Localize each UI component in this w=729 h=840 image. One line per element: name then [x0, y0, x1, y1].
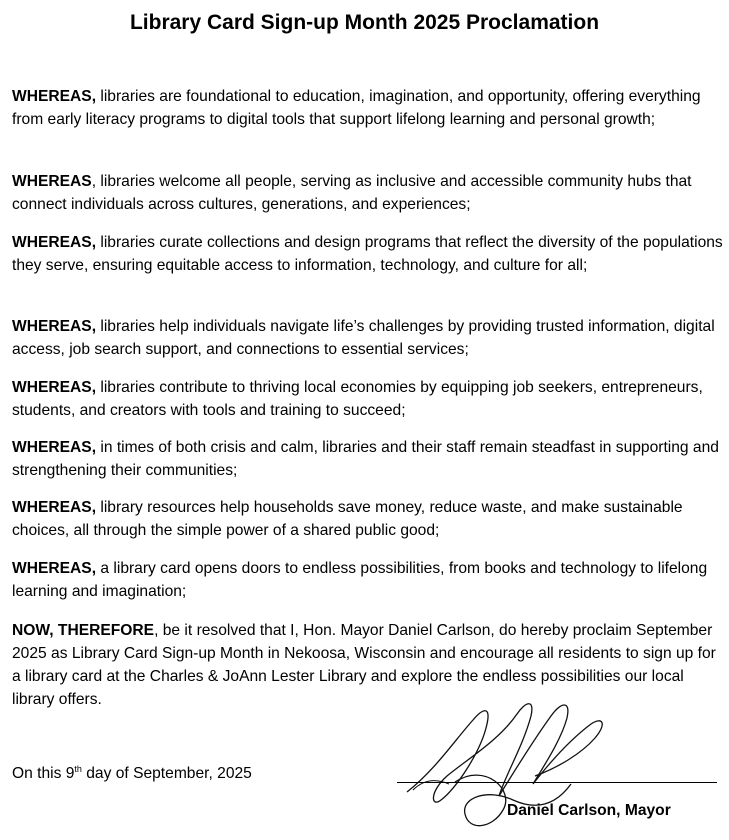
proclamation-date: On this 9th day of September, 2025	[12, 764, 252, 783]
paragraph-text: , libraries welcome all people, serving as inclusive and accessible community hubs that connect individuals across cultures, generations, and experiences;	[12, 173, 692, 213]
whereas-paragraph-4	[12, 315, 726, 361]
paragraph-text: libraries contribute to thriving local economies by equipping job seekers, entrepreneurs, students, and creators with tools and training to succeed;	[12, 379, 703, 419]
paragraph-text: , be it resolved that I, Hon. Mayor Daniel Carlson, do hereby proclaim September 2025 as Library Card Sign-up Month in Nekoosa, Wisconsin and encourage all residents to sign up for a library card at the Charles & JoAnn Lester Library and explore the endless possibilities our local library offers.	[12, 622, 716, 708]
whereas-paragraph-3	[12, 231, 726, 277]
paragraph-keyword: WHEREAS,	[12, 318, 97, 335]
whereas-paragraph-5	[12, 376, 726, 422]
signature-line	[397, 782, 717, 783]
whereas-paragraph-2	[12, 170, 726, 216]
signature-name: Daniel Carlson, Mayor	[507, 802, 671, 819]
paragraph-keyword: WHEREAS,	[12, 88, 97, 105]
paragraph-keyword: WHEREAS,	[12, 439, 97, 456]
paragraph-text: libraries curate collections and design programs that reflect the diversity of the populations they serve, ensuring equitable access to information, technology, and culture for all;	[12, 234, 723, 274]
paragraph-keyword: WHEREAS,	[12, 379, 97, 396]
whereas-paragraph-7	[12, 496, 726, 542]
paragraph-keyword: WHEREAS,	[12, 560, 97, 577]
paragraph-text: library resources help households save money, reduce waste, and make sustainable choices, all through the simple power of a shared public good;	[12, 499, 683, 539]
paragraph-text: a library card opens doors to endless possibilities, from books and technology to lifelong learning and imagination;	[12, 560, 708, 600]
paragraph-text: libraries are foundational to education, imagination, and opportunity, offering everything from early literacy programs to digital tools that support lifelong learning and personal growth;	[12, 88, 701, 128]
page-title: Library Card Sign-up Month 2025 Proclamation	[129, 11, 600, 34]
whereas-paragraph-1	[12, 85, 726, 131]
whereas-paragraph-8	[12, 557, 726, 603]
paragraph-keyword: WHEREAS,	[12, 234, 97, 251]
paragraph-keyword: NOW, THEREFORE	[12, 622, 155, 639]
paragraph-keyword: WHEREAS,	[12, 499, 97, 516]
whereas-paragraph-6	[12, 436, 726, 482]
paragraph-text: in times of both crisis and calm, libraries and their staff remain steadfast in supporting and strengthening their communities;	[12, 439, 719, 479]
paragraph-keyword: WHEREAS	[12, 173, 92, 190]
paragraph-text: libraries help individuals navigate life’s challenges by providing trusted information, digital access, job search support, and connections to essential services;	[12, 318, 715, 358]
